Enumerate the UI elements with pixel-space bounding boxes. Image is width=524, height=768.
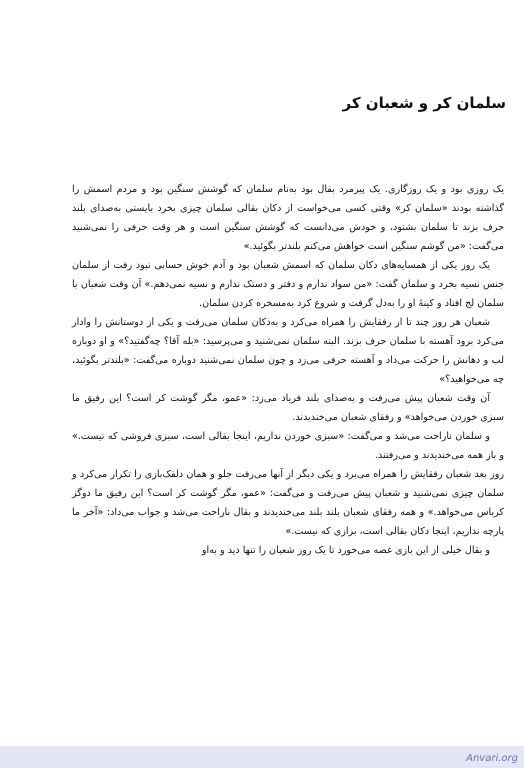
story-body: [72, 180, 504, 560]
site-watermark: Anvari.org: [466, 753, 518, 764]
paragraph-4: آن وقت شعبان پیش می‌رفت و به‌صدای بلند فریاد می‌زد: «عمو، مگر گوشت کر است؟ این رفیق ما سبزی خوردن می‌خواهد» و رفقای شعبان می‌خندیدند.: [72, 393, 504, 423]
paragraph-1: یک روزی بود و یک روزگاری. یک پیرمرد بقال بود به‌نام سلمان که گوشش سنگین بود و مردم اسمش را گذاشته بودند «سلمان کر» وقتی کسی می‌خواست از دکان بقالی سلمان چیزی بخرد بایستی به‌صدای بلند حرف بزند تا سلمان بشنود، و خودش می‌دانست که گوشش سنگین است و هر وقت حرفی را نمی‌شنید می‌گفت: «من گوشم سنگین است خواهش می‌کنم بلندتر بگوئید.»: [72, 184, 504, 252]
paragraph-7: و بقال خیلی از این بازی غصه می‌خورد تا یک روز شعبان را تنها دید و به‌او: [201, 545, 490, 556]
paragraph-5: و سلمان ناراحت می‌شد و می‌گفت: «سبزی خوردن نداریم، اینجا بقالی است، سبزی فروشی که نیست.» و باز همه می‌خندیدند و می‌رفتند.: [72, 431, 504, 461]
paragraph-3: شعبان هر روز چند تا از رفقایش را همراه می‌کرد و به‌دکان سلمان می‌رفت و یکی از دوستانش را وادار می‌کرد برود آهسته با سلمان حرف بزند. البته سلمان نمی‌شنید و می‌پرسید: «بله آقا؟ چه‌گفتید؟» و او دوباره لب و دهانش را حرکت می‌داد و آهسته حرفی می‌زد و چون سلمان نمی‌شنید دوباره می‌گفت: «بلندتر بگوئید، چه می‌خواهید؟»: [72, 317, 504, 385]
story-title: سلمان کر و شعبان کر: [342, 94, 506, 112]
footer-band: [0, 746, 524, 768]
paragraph-6: روز بعد شعبان رفقایش را همراه می‌برد و یکی دیگر از آنها می‌رفت جلو و همان دلقک‌بازی را تکرار می‌کرد و سلمان چیزی نمی‌شنید و شعبان پیش می‌رفت و می‌گفت: «عمو، مگر گوشت کر است؟ این رفیق ما دوگز کرباس می‌خواهد.» و همه رفقای شعبان بلند بلند می‌خندیدند و بقال ناراحت می‌شد و جواب می‌داد: «آخر ما پارچه نداریم، اینجا دکان بقالی است، بزازی که نیست.»: [72, 469, 504, 537]
paragraph-2: یک روز یکی از همسایه‌های دکان سلمان که اسمش شعبان بود و آدم خوش حسابی نبود رفت از سلمان جنس نسیه بخرد و سلمان گفت: «من سواد ندارم و دفتر و دستک ندارم و نسیه نمی‌دهم.» آن وقت شعبان با سلمان لج افتاد و کینهٔ او را به‌دل گرفت و شروع کرد به‌مسخره کردن سلمان.: [72, 260, 504, 309]
